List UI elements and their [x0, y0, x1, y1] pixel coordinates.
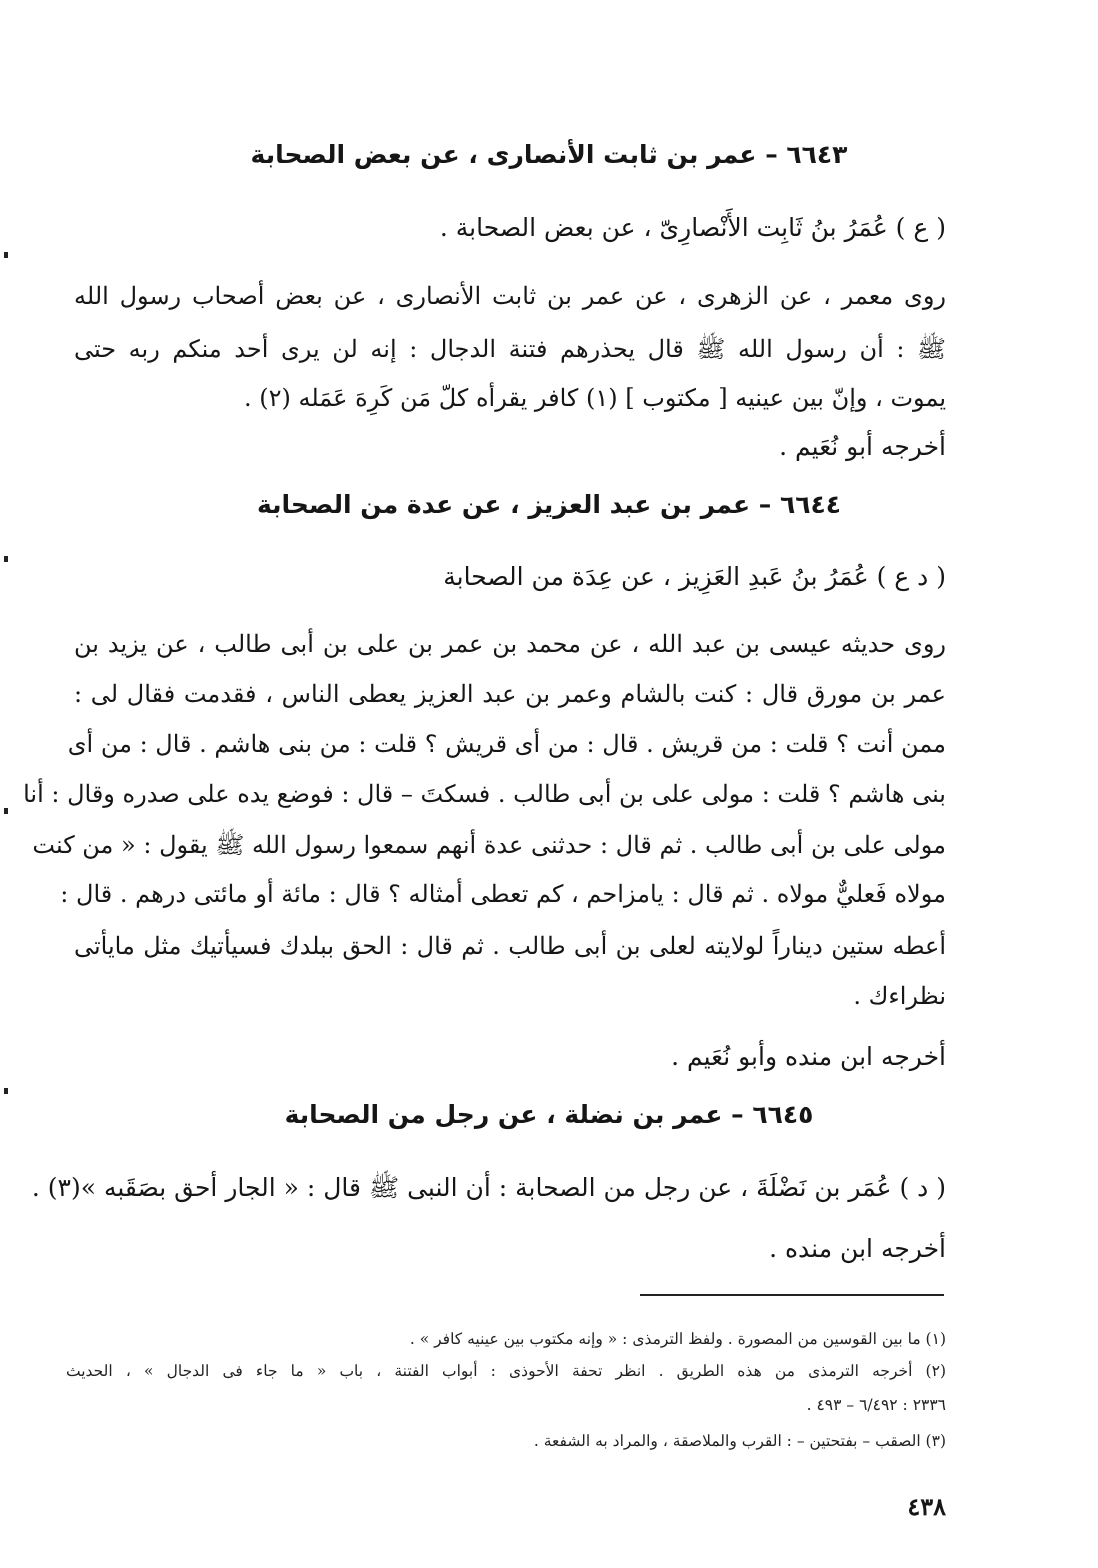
- scan-speck: [4, 1088, 8, 1094]
- entry-body-line: بنى هاشم ؟ قلت : مولى على بن أبى طالب . فسكتَ – قال : فوضع يده على صدره وقال : أنا: [23, 780, 946, 808]
- footnote-1: (١) ما بين القوسين من المصورة . ولفظ الترمذى : « وإنه مكتوب بين عينيه كافر » .: [409, 1330, 946, 1348]
- entry-takhrij-6644: أخرجه ابن منده وأبو نُعَيم .: [671, 1042, 946, 1071]
- entry-intro-6644: ( د ع ) عُمَرُ بنُ عَبدِ العَزِيز ، عن عِدَة من الصحابة: [443, 562, 946, 591]
- entry-body-line: ﷺ : أن رسول الله ﷺ قال يحذرهم فتنة الدجال : إنه لن يرى أحد منكم ربه حتى: [74, 335, 946, 363]
- entry-body-line: مولى على بن أبى طالب . ثم قال : حدثنى عدة أنهم سمعوا رسول الله ﷺ يقول : « من كنت: [32, 831, 946, 859]
- entry-takhrij-6645: أخرجه ابن منده .: [769, 1234, 946, 1263]
- entry-heading-6643: ٦٦٤٣ – عمر بن ثابت الأنصارى ، عن بعض الصحابة: [250, 140, 848, 169]
- footnote-3: (٣) الصقب – بفتحتين – : القرب والملاصقة ، والمراد به الشفعة .: [533, 1432, 946, 1450]
- entry-body-line: نظراءك .: [853, 982, 946, 1010]
- entry-intro-6643: ( ع ) عُمَرُ بنُ ثَابِت الأَنْصارِىّ ، عن بعض الصحابة .: [439, 213, 946, 242]
- footnote-2-continuation: ٢٣٣٦ : ٦/٤٩٢ – ٤٩٣ .: [806, 1396, 946, 1414]
- entry-intro-6645: ( د ) عُمَر بن نَضْلَةَ ، عن رجل من الصحابة : أن النبى ﷺ قال : « الجار أحق بصَقَبه »(٣) .: [31, 1173, 946, 1202]
- page-number: ٤٣٨: [907, 1492, 946, 1521]
- entry-body-line: ممن أنت ؟ قلت : من قريش . قال : من أى قريش ؟ قلت : من بنى هاشم . قال : من أى: [67, 730, 946, 758]
- footnote-2: (٢) أخرجه الترمذى من هذه الطريق . انظر تحفة الأحوذى : أبواب الفتنة ، باب « ما جاء فى الدجال » ، الحديث: [66, 1362, 946, 1380]
- entry-heading-6644: ٦٦٤٤ – عمر بن عبد العزيز ، عن عدة من الصحابة: [256, 490, 841, 519]
- entry-body-line: مولاه فَعليٌّ مولاه . ثم قال : يامزاحم ، كم تعطى أمثاله ؟ قال : مائة أو مائتى درهم . قال :: [60, 880, 946, 908]
- scan-speck: [4, 556, 8, 562]
- entry-body-line: عمر بن مورق قال : كنت بالشام وعمر بن عبد العزيز يعطى الناس ، فقدمت فقال لى :: [74, 680, 946, 708]
- entry-body-line: أعطه ستين ديناراً لولايته لعلى بن أبى طالب . ثم قال : الحق ببلدك فسيأتيك مثل مايأتى: [74, 932, 946, 960]
- entry-body-line: يموت ، وإنّ بين عينيه [ مكتوب ] (١) كافر يقرأه كلّ مَن كَرِهَ عَمَله (٢) .: [243, 384, 946, 412]
- entry-body-line: روى حديثه عيسى بن عبد الله ، عن محمد بن عمر بن على بن أبى طالب ، عن يزيد بن: [74, 630, 946, 658]
- entry-heading-6645: ٦٦٤٥ – عمر بن نضلة ، عن رجل من الصحابة: [284, 1100, 814, 1129]
- footnote-separator: [640, 1294, 944, 1296]
- scan-speck: [4, 252, 8, 258]
- entry-body-line: روى معمر ، عن الزهرى ، عن عمر بن ثابت الأنصارى ، عن بعض أصحاب رسول الله: [74, 282, 946, 310]
- scan-speck: [4, 808, 8, 814]
- entry-takhrij-6643: أخرجه أبو نُعَيم .: [779, 432, 946, 461]
